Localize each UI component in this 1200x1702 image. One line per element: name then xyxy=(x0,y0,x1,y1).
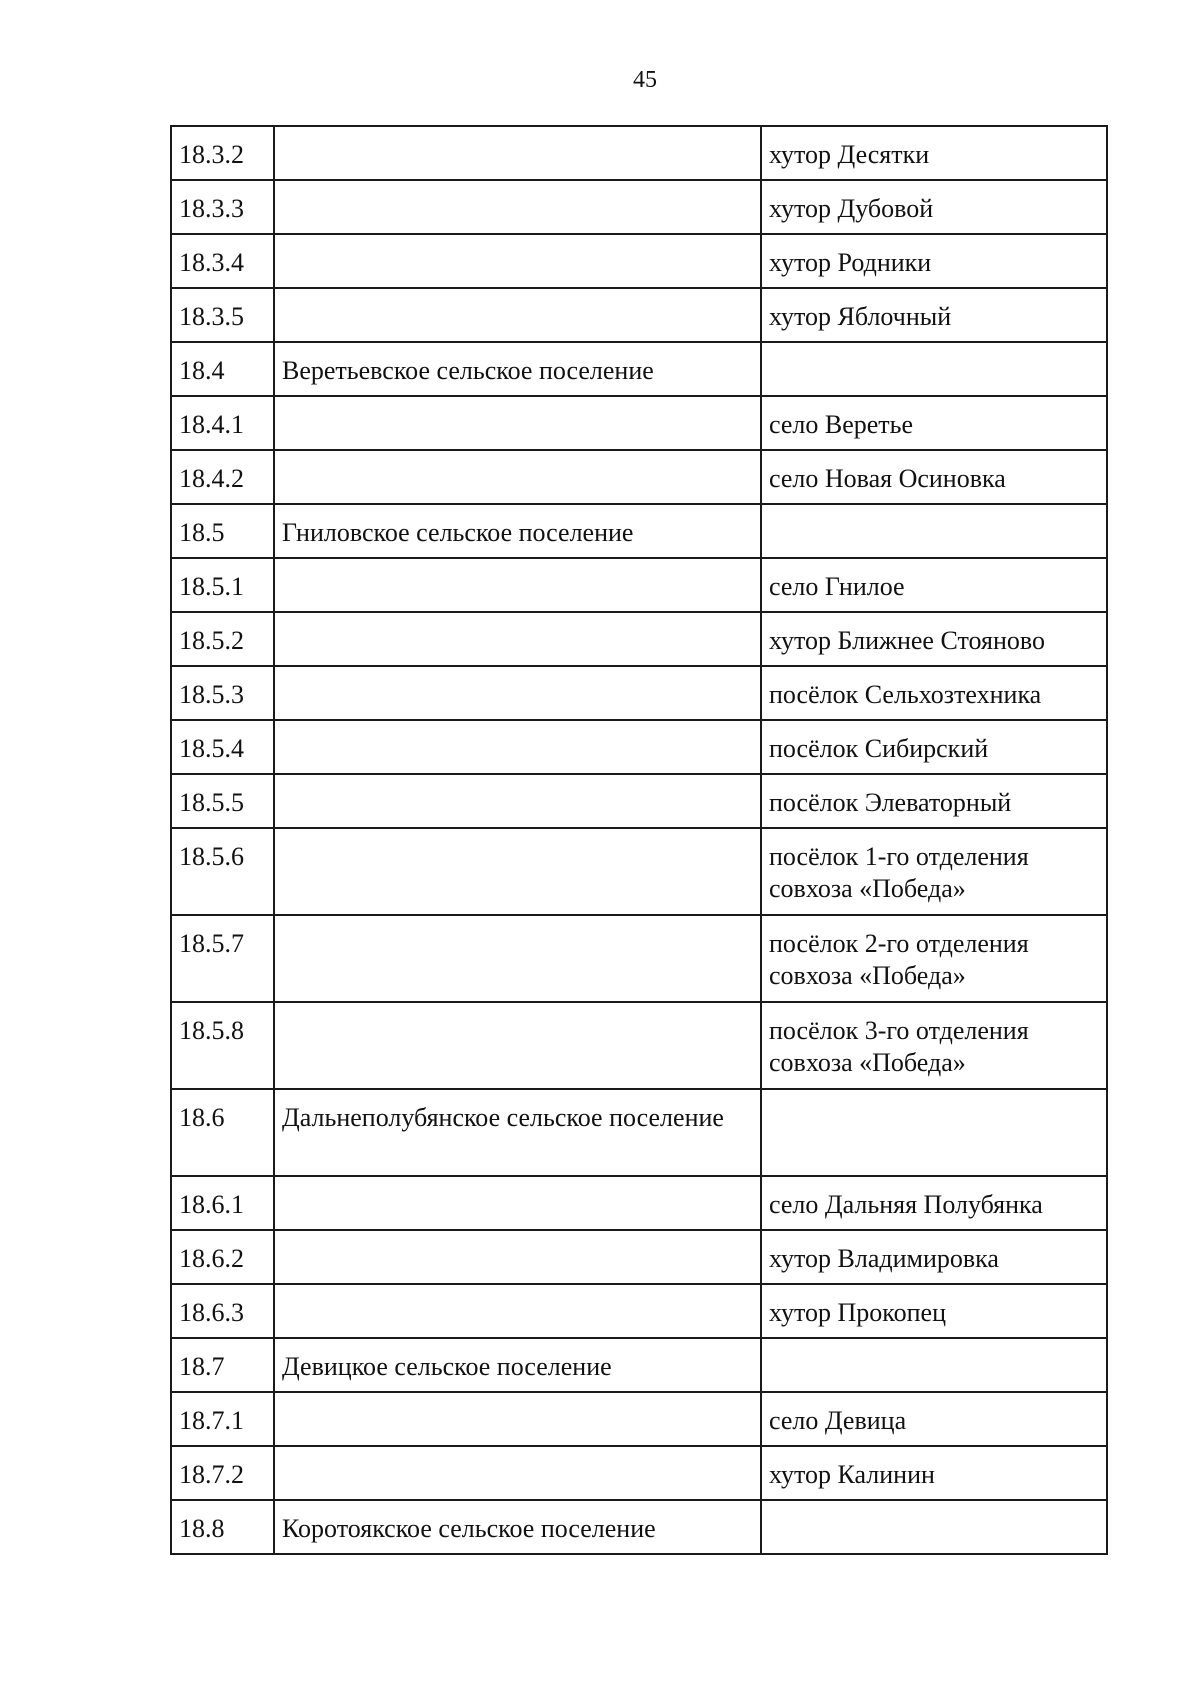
row-code: 18.6.2 xyxy=(171,1230,274,1284)
row-locality: село Девица xyxy=(761,1392,1107,1446)
row-code: 18.5.2 xyxy=(171,612,274,666)
row-locality: село Дальняя Полубянка xyxy=(761,1176,1107,1230)
table-row xyxy=(171,1176,1107,1230)
table-row xyxy=(171,1338,1107,1392)
table-row xyxy=(171,450,1107,504)
row-settlement xyxy=(274,396,761,450)
row-code: 18.7 xyxy=(171,1338,274,1392)
table-row xyxy=(171,774,1107,828)
table-row xyxy=(171,915,1107,1002)
row-settlement xyxy=(274,234,761,288)
table-row xyxy=(171,396,1107,450)
table-row xyxy=(171,126,1107,180)
settlements-table xyxy=(170,125,1108,1555)
row-code: 18.6.3 xyxy=(171,1284,274,1338)
row-code: 18.7.2 xyxy=(171,1446,274,1500)
row-locality: посёлок 2-го отделения совхоза «Победа» xyxy=(761,915,1107,1002)
row-locality xyxy=(761,504,1107,558)
row-locality xyxy=(761,342,1107,396)
row-code: 18.3.2 xyxy=(171,126,274,180)
row-locality: хутор Ближнее Стояново xyxy=(761,612,1107,666)
table-row xyxy=(171,558,1107,612)
row-settlement xyxy=(274,1284,761,1338)
row-code: 18.5.8 xyxy=(171,1002,274,1089)
table-row xyxy=(171,1392,1107,1446)
table-row xyxy=(171,1500,1107,1554)
row-code: 18.3.5 xyxy=(171,288,274,342)
row-locality xyxy=(761,1500,1107,1554)
row-settlement xyxy=(274,720,761,774)
row-settlement xyxy=(274,1002,761,1089)
row-settlement: Веретьевское сельское поселение xyxy=(274,342,761,396)
row-locality: хутор Калинин xyxy=(761,1446,1107,1500)
row-locality: хутор Десятки xyxy=(761,126,1107,180)
row-code: 18.3.4 xyxy=(171,234,274,288)
row-settlement xyxy=(274,180,761,234)
row-settlement xyxy=(274,450,761,504)
row-locality: посёлок Сибирский xyxy=(761,720,1107,774)
row-settlement xyxy=(274,1392,761,1446)
row-code: 18.4.2 xyxy=(171,450,274,504)
row-settlement xyxy=(274,126,761,180)
table-row xyxy=(171,1446,1107,1500)
row-code: 18.5.4 xyxy=(171,720,274,774)
row-settlement xyxy=(274,1176,761,1230)
row-code: 18.5.7 xyxy=(171,915,274,1002)
row-settlement xyxy=(274,558,761,612)
table-row xyxy=(171,666,1107,720)
row-locality: село Новая Осиновка xyxy=(761,450,1107,504)
row-code: 18.6.1 xyxy=(171,1176,274,1230)
row-locality: посёлок 1-го отделения совхоза «Победа» xyxy=(761,828,1107,915)
row-settlement: Дальнеполубянское сельское поселение xyxy=(274,1089,761,1176)
settlements-table-body xyxy=(171,126,1107,1554)
table-row xyxy=(171,720,1107,774)
row-settlement: Коротоякское сельское поселение xyxy=(274,1500,761,1554)
page-number: 45 xyxy=(633,67,657,93)
row-code: 18.5.5 xyxy=(171,774,274,828)
table-row xyxy=(171,1002,1107,1089)
row-settlement xyxy=(274,1230,761,1284)
row-locality xyxy=(761,1338,1107,1392)
row-settlement xyxy=(274,612,761,666)
row-code: 18.4 xyxy=(171,342,274,396)
row-code: 18.3.3 xyxy=(171,180,274,234)
table-row xyxy=(171,342,1107,396)
row-code: 18.5.1 xyxy=(171,558,274,612)
table-row xyxy=(171,504,1107,558)
row-code: 18.5.6 xyxy=(171,828,274,915)
row-locality: село Гнилое xyxy=(761,558,1107,612)
table-row xyxy=(171,1089,1107,1176)
row-code: 18.5 xyxy=(171,504,274,558)
row-code: 18.6 xyxy=(171,1089,274,1176)
row-code: 18.8 xyxy=(171,1500,274,1554)
row-locality: хутор Владимировка xyxy=(761,1230,1107,1284)
row-settlement xyxy=(274,1446,761,1500)
table-row xyxy=(171,1230,1107,1284)
row-code: 18.4.1 xyxy=(171,396,274,450)
row-settlement xyxy=(274,288,761,342)
row-settlement: Гниловское сельское поселение xyxy=(274,504,761,558)
row-code: 18.7.1 xyxy=(171,1392,274,1446)
row-locality xyxy=(761,1089,1107,1176)
row-locality: посёлок Элеваторный xyxy=(761,774,1107,828)
row-settlement: Девицкое сельское поселение xyxy=(274,1338,761,1392)
table-row xyxy=(171,828,1107,915)
row-settlement xyxy=(274,915,761,1002)
row-locality: хутор Прокопец xyxy=(761,1284,1107,1338)
table-row xyxy=(171,180,1107,234)
table-row xyxy=(171,234,1107,288)
row-locality: хутор Дубовой xyxy=(761,180,1107,234)
row-locality: посёлок 3-го отделения совхоза «Победа» xyxy=(761,1002,1107,1089)
row-locality: хутор Родники xyxy=(761,234,1107,288)
row-locality: село Веретье xyxy=(761,396,1107,450)
row-code: 18.5.3 xyxy=(171,666,274,720)
row-settlement xyxy=(274,774,761,828)
row-locality: посёлок Сельхозтехника xyxy=(761,666,1107,720)
row-locality: хутор Яблочный xyxy=(761,288,1107,342)
table-row xyxy=(171,288,1107,342)
table-row xyxy=(171,612,1107,666)
row-settlement xyxy=(274,828,761,915)
row-settlement xyxy=(274,666,761,720)
table-row xyxy=(171,1284,1107,1338)
